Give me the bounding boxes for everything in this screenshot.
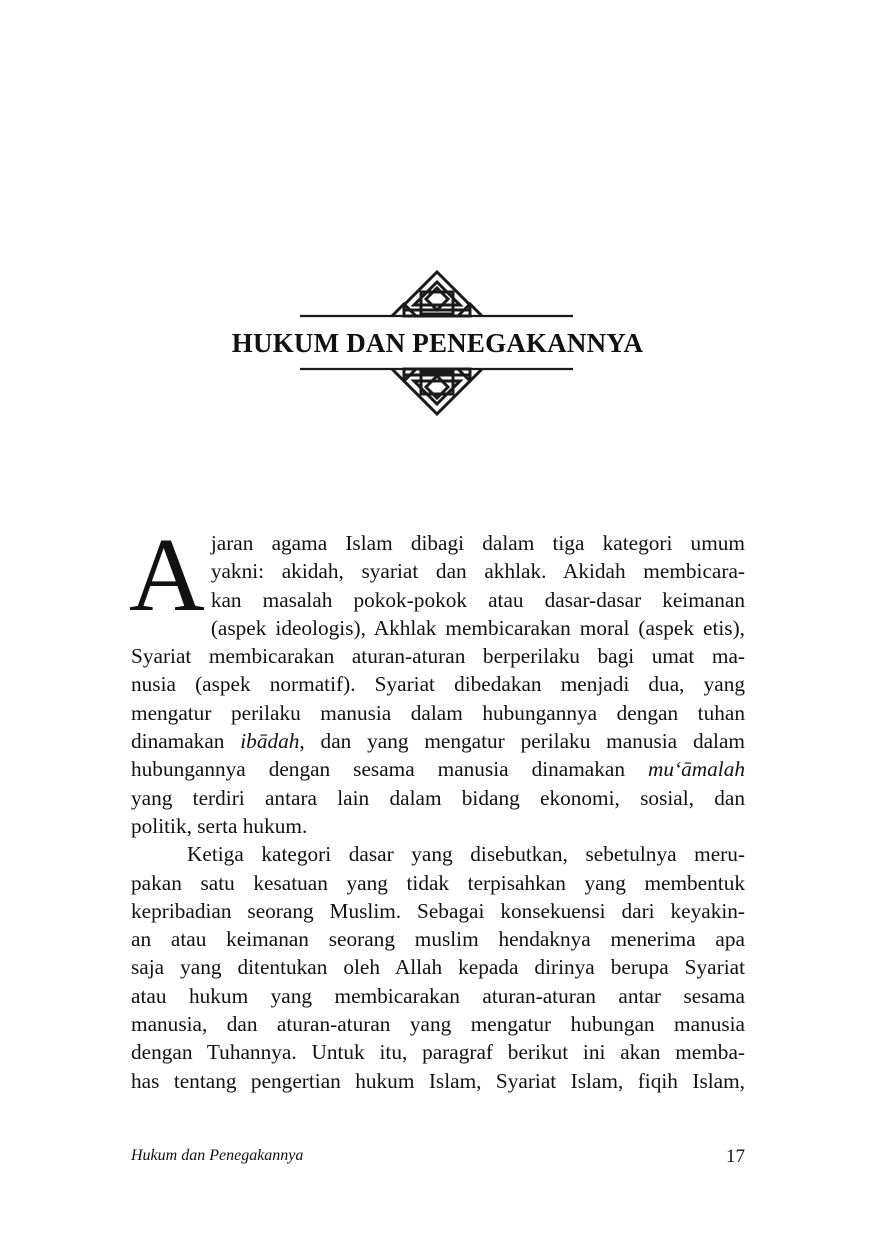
term-muamalah: mu‘āmalah (647, 757, 745, 782)
chapter-title: HUKUM DAN PENEGAKANNYA (231, 328, 644, 358)
page-number: 17 (726, 1146, 745, 1167)
text-line: Ketiga kategori dasar yang disebutkan, sebetulnya meru- (187, 842, 745, 867)
text-line: Syariat membicarakan aturan-aturan berperilaku bagi umat ma- (131, 644, 745, 669)
text-line: dengan Tuhannya. Untuk itu, paragraf berikut ini akan memba- (131, 1040, 745, 1065)
text-line: (aspek ideologis), Akhlak membicarakan moral (aspek etis), (210, 615, 745, 640)
text-line: mengatur perilaku manusia dalam hubungannya dengan tuhan (131, 700, 745, 725)
text-line: nusia (aspek normatif). Syariat dibedakan menjadi dua, yang (131, 672, 745, 697)
text-line: an atau keimanan seorang muslim hendaknya menerima apa (131, 927, 745, 952)
ornament-medallion-bottom (392, 369, 482, 414)
text-line: has tentang pengertian hukum Islam, Syariat Islam, fiqih Islam, (131, 1068, 745, 1093)
text-line (131, 755, 745, 783)
text-segment: , dan yang mengatur perilaku manusia dalam (299, 729, 745, 754)
term-ibadah: ibādah (240, 729, 300, 754)
paragraph-2 (131, 840, 745, 1095)
text-line: politik, serta hukum. (131, 813, 308, 838)
text-line: atau hukum yang membicarakan aturan-aturan antar sesama (131, 983, 745, 1008)
ornament-medallion-top (392, 272, 482, 316)
text-segment: hubungannya dengan sesama manusia dinamakan (131, 757, 648, 782)
text-line: kan masalah pokok-pokok atau dasar-dasar keimanan (210, 587, 745, 612)
text-line: jaran agama Islam dibagi dalam tiga kategori umum (210, 531, 745, 555)
text-line: yakni: akidah, syariat dan akhlak. Akidah membicara- (210, 559, 745, 584)
text-segment: dinamakan (131, 729, 241, 754)
text-line: saja yang ditentukan oleh Allah kepada dirinya berupa Syariat (131, 955, 745, 980)
paragraph-1 (129, 516, 745, 840)
body-text (129, 516, 745, 1095)
text-line: manusia, dan aturan-aturan yang mengatur hubungan manusia (131, 1012, 745, 1037)
text-line: kepribadian seorang Muslim. Sebagai konsekuensi dari keyakin- (131, 898, 745, 923)
text-line: yang terdiri antara lain dalam bidang ekonomi, sosial, dan (131, 785, 745, 810)
running-title: Hukum dan Penegakannya (131, 1147, 304, 1164)
drop-cap: A (129, 516, 205, 633)
text-line (131, 727, 745, 755)
text-line: pakan satu kesatuan yang tidak terpisahkan yang membentuk (131, 870, 745, 895)
